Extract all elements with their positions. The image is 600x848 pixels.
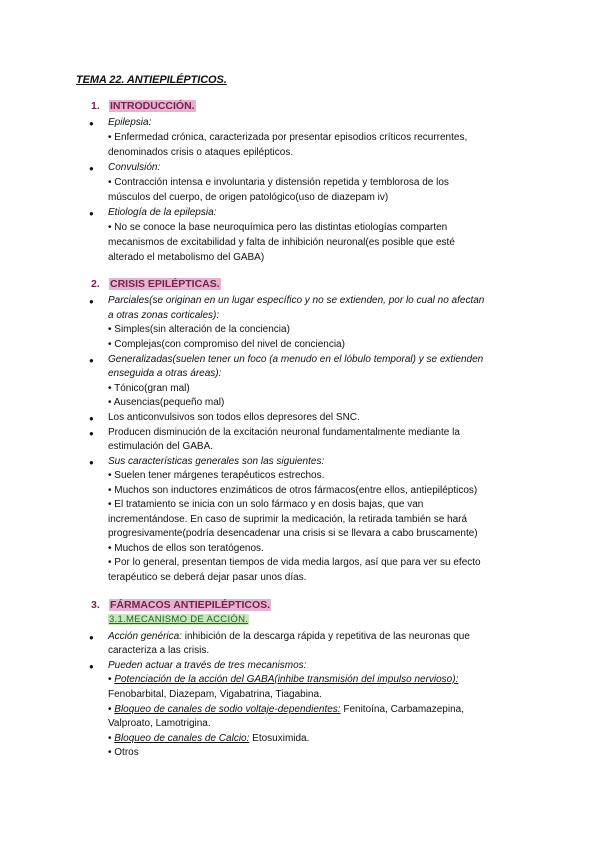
- text-line: Parciales(se originan en un lugar específico y no se extienden, por lo cual no afectan: [108, 295, 485, 306]
- text-line: mecanismos de excitabilidad y falta de inhibición neuronal(es posible que esté: [108, 237, 455, 248]
- bullet-dot: ●: [89, 633, 94, 642]
- document-title: TEMA 22. ANTIEPILÉPTICOS.: [76, 74, 227, 86]
- text-line: incrementándose. En caso de suprimir la medicación, la retirada también se hará: [108, 514, 468, 525]
- text-line: Generalizadas(suelen tener un foco (a menudo en el lóbulo temporal) y se extienden: [108, 354, 484, 365]
- text-line: Acción genérica: inhibición de la descarga rápida y repetitiva de las neuronas que: [108, 631, 470, 642]
- text-line: a otras zonas corticales):: [108, 310, 220, 321]
- bullet-dot: ●: [89, 164, 94, 173]
- text-line: • Ausencias(pequeño mal): [108, 397, 225, 408]
- section-1-heading: 1. INTRODUCCIÓN.: [91, 100, 195, 112]
- text-line: • Potenciación de la acción del GABA(inhibe transmisión del impulso nervioso):: [108, 674, 459, 685]
- text-line: músculos del cuerpo, de origen patológico(uso de diazepam iv): [108, 192, 389, 203]
- text-line: • Por lo general, presentan tiempos de vida media largos, así que para ver su efecto: [108, 557, 481, 568]
- text-line: Epilepsia:: [108, 117, 152, 128]
- text-line: Etiología de la epilepsia:: [108, 207, 217, 218]
- text-line: caracteriza a las crisis.: [108, 645, 210, 656]
- bullet-dot: ●: [89, 662, 94, 671]
- text-line: Sus características generales son las siguientes:: [108, 456, 325, 467]
- text-line: progresivamente(podría desencadenar una crisis si se llevara a cabo bruscamente): [108, 528, 478, 539]
- text-line: • El tratamiento se inicia con un solo fármaco y en dosis bajas, que van: [108, 499, 424, 510]
- section-3-heading: 3. FÁRMACOS ANTIEPILÉPTICOS.: [91, 599, 271, 611]
- text-line: Convulsión:: [108, 162, 161, 173]
- text-line: • Bloqueo de canales de Calcio: Etosuximida.: [108, 733, 310, 744]
- text-line: Valproato, Lamotrigina.: [108, 718, 211, 729]
- section-3-subheading: 3.1.MECANISMO DE ACCIÓN.: [109, 614, 249, 625]
- bullet-dot: ●: [89, 209, 94, 218]
- text-line: • Muchos son inductores enzimáticos de otros fármacos(entre ellos, antiepilépticos): [108, 485, 478, 496]
- text-line: Fenobarbital, Diazepam, Vigabatrina, Tiagabina.: [108, 689, 322, 700]
- text-line: terapéutico se deberá dejar pasar unos días.: [108, 572, 307, 583]
- text-line: • Enfermedad crónica, caracterizada por presentar episodios críticos recurrentes,: [108, 132, 468, 143]
- bullet-dot: ●: [89, 458, 94, 467]
- text-line: Los anticonvulsivos son todos ellos depresores del SNC.: [108, 412, 360, 423]
- bullet-dot: ●: [89, 414, 94, 423]
- text-line: • Tónico(gran mal): [108, 383, 190, 394]
- text-line: enseguida a otras áreas):: [108, 368, 222, 379]
- text-line: Producen disminución de la excitación neuronal fundamentalmente mediante la: [108, 427, 460, 438]
- bullet-dot: ●: [89, 119, 94, 128]
- bullet-dot: ●: [89, 429, 94, 438]
- text-line: • Simples(sin alteración de la conciencia): [108, 324, 290, 335]
- text-line: • Otros: [108, 747, 139, 758]
- bullet-dot: ●: [89, 297, 94, 306]
- text-line: • Complejas(con compromiso del nivel de conciencia): [108, 339, 345, 350]
- text-line: denominados crisis o ataques epilépticos.: [108, 147, 294, 158]
- text-line: • Contracción intensa e involuntaria y distensión repetida y temblorosa de los: [108, 177, 449, 188]
- section-2-heading: 2. CRISIS EPILÉPTICAS.: [91, 278, 220, 290]
- text-line: • Muchos de ellos son teratógenos.: [108, 543, 264, 554]
- text-line: • Bloqueo de canales de sodio voltaje-dependientes: Fenitoína, Carbamazepina,: [108, 704, 464, 715]
- text-line: • Suelen tener márgenes terapéuticos estrechos.: [108, 470, 325, 481]
- text-line: alterado el metabolismo del GABA): [108, 252, 265, 263]
- bullet-dot: ●: [89, 356, 94, 365]
- text-line: Pueden actuar a través de tres mecanismos:: [108, 660, 307, 671]
- text-line: • No se conoce la base neuroquímica pero las distintas etiologías comparten: [108, 222, 448, 233]
- text-line: estimulación del GABA.: [108, 441, 214, 452]
